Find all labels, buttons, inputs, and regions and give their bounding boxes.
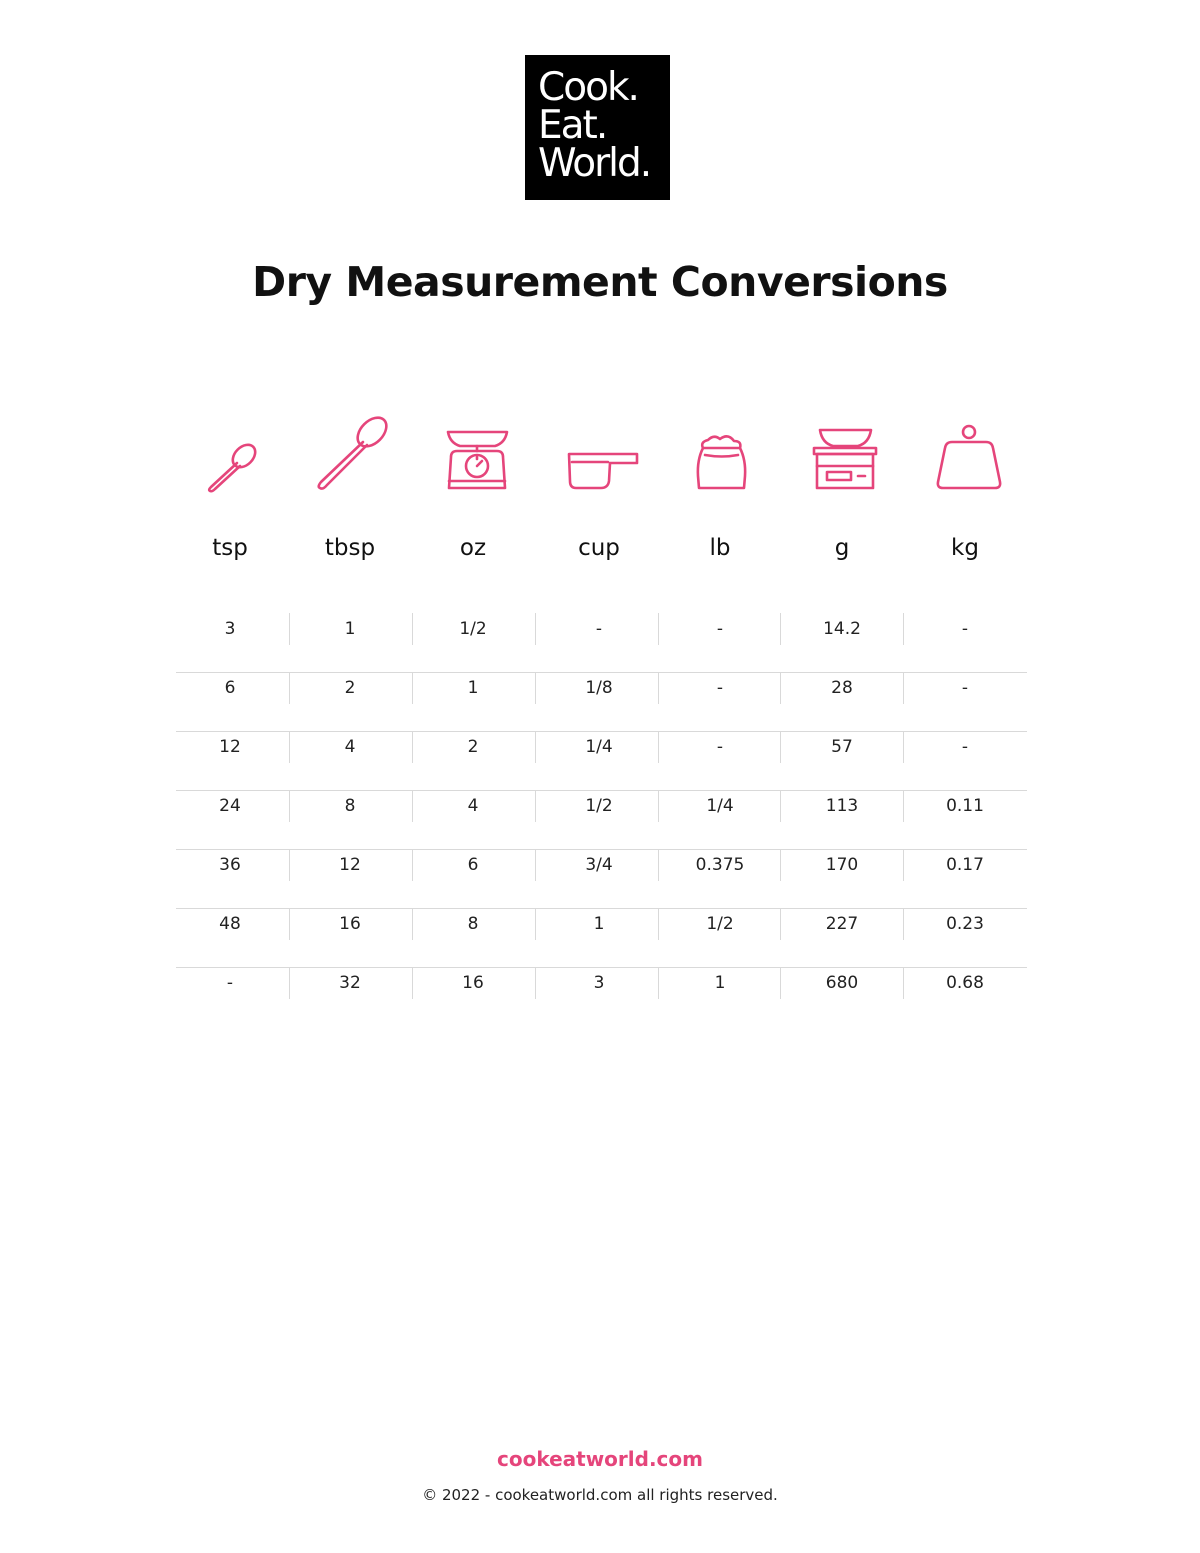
table-row (176, 731, 1027, 791)
table-cell: 32 (339, 973, 361, 993)
logo-line-cook: Cook. (538, 65, 638, 110)
table-cell: 0.68 (946, 973, 984, 993)
header-g: g (834, 535, 850, 561)
measuring-cup-icon (548, 410, 648, 500)
table-cell: 1/2 (585, 796, 613, 816)
table-cell: 28 (831, 678, 853, 698)
table-cell: 1 (344, 619, 356, 639)
table-cell: 16 (462, 973, 484, 993)
header-cup: cup (578, 535, 620, 561)
table-cell: 3 (224, 619, 236, 639)
tablespoon-icon (300, 410, 400, 500)
table-cell: 0.11 (946, 796, 984, 816)
table-cell: 3 (593, 973, 605, 993)
table-cell: 227 (825, 914, 859, 934)
table-cell: - (716, 737, 724, 757)
header-lb: lb (709, 535, 731, 561)
flour-sack-icon (672, 410, 772, 500)
kitchen-scale-icon (423, 410, 523, 500)
weight-icon (918, 410, 1018, 500)
table-cell: 680 (825, 973, 859, 993)
digital-scale-icon (795, 410, 895, 500)
table-cell: 12 (339, 855, 361, 875)
table-cell: 8 (467, 914, 479, 934)
table-row (176, 908, 1027, 968)
table-cell: 48 (219, 914, 241, 934)
logo-line-eat: Eat. (538, 103, 607, 148)
table-cell: 1 (467, 678, 479, 698)
table-cell: 14.2 (823, 619, 861, 639)
table-cell: - (226, 973, 234, 993)
table-row (176, 849, 1027, 909)
table-cell: 1/2 (706, 914, 734, 934)
table-cell: 1/4 (585, 737, 613, 757)
table-cell: 6 (467, 855, 479, 875)
table-cell: 170 (825, 855, 859, 875)
copyright-text: © 2022 - cookeatworld.com all rights reserved. (422, 1486, 778, 1504)
table-cell: 1/4 (706, 796, 734, 816)
page-title: Dry Measurement Conversions (252, 258, 948, 306)
table-cell: 113 (825, 796, 859, 816)
header-kg: kg (951, 535, 979, 561)
table-cell: 1 (714, 973, 726, 993)
teaspoon-icon (180, 410, 280, 500)
brand-logo (525, 55, 670, 200)
header-tbsp: tbsp (324, 535, 376, 561)
table-cell: 12 (219, 737, 241, 757)
table-cell: 0.17 (946, 855, 984, 875)
table-cell: - (595, 619, 603, 639)
table-row (176, 790, 1027, 850)
table-cell: 1 (593, 914, 605, 934)
table-cell: 4 (344, 737, 356, 757)
table-row (176, 613, 1027, 673)
table-cell: 0.23 (946, 914, 984, 934)
table-cell: - (961, 737, 969, 757)
table-cell: - (961, 619, 969, 639)
table-cell: 4 (467, 796, 479, 816)
table-row (176, 672, 1027, 732)
table-cell: 0.375 (695, 855, 745, 875)
table-cell: 6 (224, 678, 236, 698)
table-cell: 24 (219, 796, 241, 816)
table-cell: - (716, 619, 724, 639)
site-link[interactable]: cookeatworld.com (496, 1447, 703, 1471)
table-cell: 2 (344, 678, 356, 698)
table-cell: 2 (467, 737, 479, 757)
table-cell: 16 (339, 914, 361, 934)
table-cell: 57 (831, 737, 853, 757)
table-row (176, 967, 1027, 1026)
table-cell: 3/4 (585, 855, 613, 875)
table-cell: 36 (219, 855, 241, 875)
table-cell: 1/2 (459, 619, 487, 639)
header-oz: oz (459, 535, 487, 561)
table-cell: 8 (344, 796, 356, 816)
header-tsp: tsp (212, 535, 248, 561)
table-cell: 1/8 (585, 678, 613, 698)
table-cell: - (716, 678, 724, 698)
table-cell: - (961, 678, 969, 698)
logo-line-world: World. (538, 141, 651, 186)
